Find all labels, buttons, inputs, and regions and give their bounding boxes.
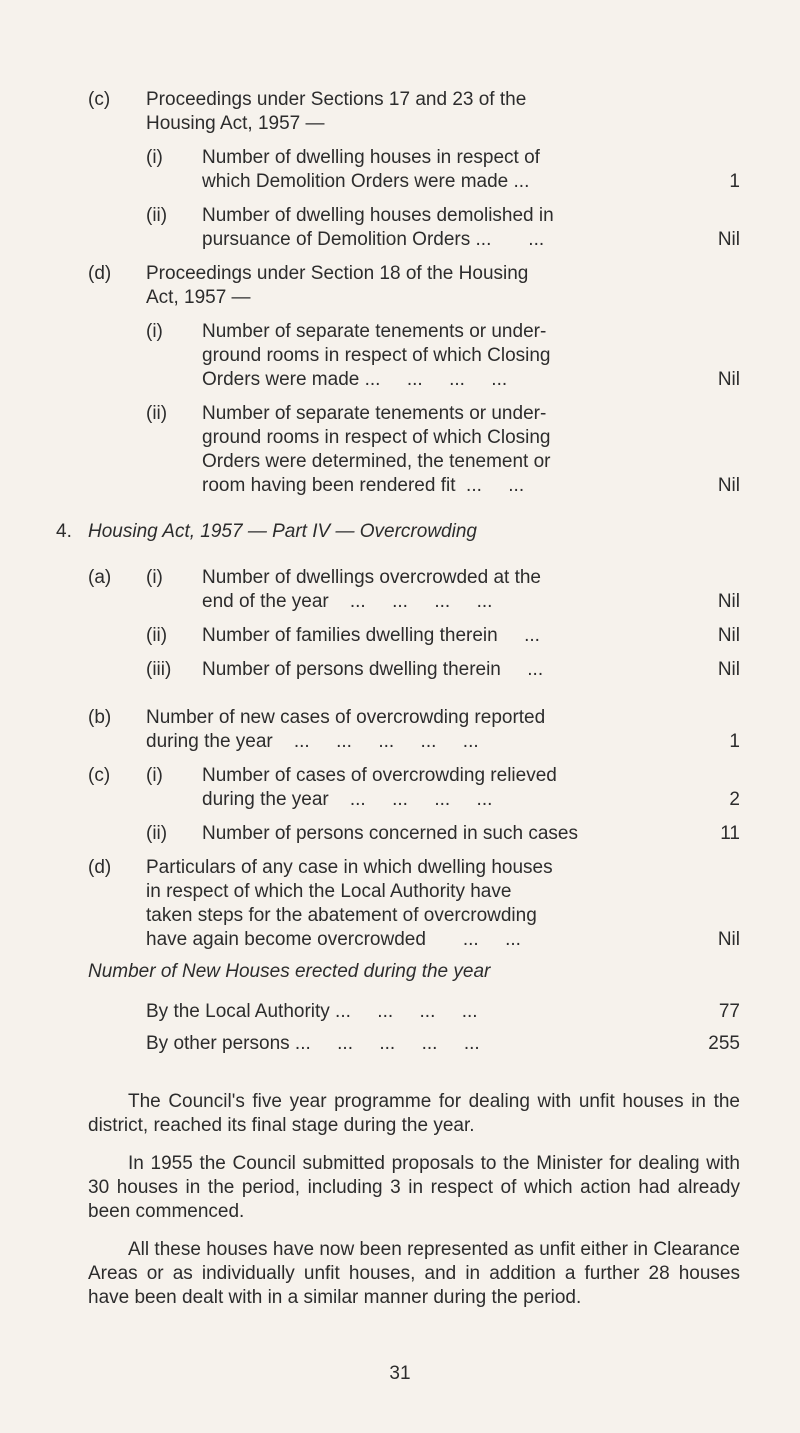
section-4c-ii-label: (ii) <box>146 823 168 844</box>
section-4a-i-line-2: end of the year ... ... ... ... <box>202 591 493 612</box>
section-d-ii-line-1: Number of separate tenements or under- <box>202 403 547 424</box>
section-4-title: Housing Act, 1957 — Part IV — Overcrowding <box>88 521 477 542</box>
section-4a-ii-line-1: Number of families dwelling therein ... <box>202 625 540 646</box>
section-4a-i-line-1: Number of dwellings overcrowded at the <box>202 567 542 588</box>
section-c-i-label: (i) <box>146 147 163 168</box>
section-d-ii-line-4: room having been rendered fit ... ... <box>202 475 525 496</box>
section-4a-iii-value: Nil <box>717 659 740 680</box>
section-4d-line-3: taken steps for the abatement of overcrowding <box>146 905 537 926</box>
new-houses-value-other-persons: 255 <box>708 1033 740 1054</box>
new-houses-row-local-authority: By the Local Authority ... ... ... ... <box>146 1001 478 1022</box>
section-4c-i-value: 2 <box>729 789 740 810</box>
section-4a-i-value: Nil <box>717 591 740 612</box>
section-c-ii-label: (ii) <box>146 205 168 226</box>
section-d-i-line-3: Orders were made ... ... ... ... <box>202 369 508 390</box>
paragraph-proposals <box>88 1152 740 1224</box>
section-4d-line-1: Particulars of any case in which dwelling houses <box>146 857 553 878</box>
section-4b-line-2: during the year ... ... ... ... ... <box>146 731 479 752</box>
page-number: 31 <box>389 1363 411 1384</box>
section-4a-i-label: (i) <box>146 567 163 588</box>
section-4c-label: (c) <box>88 765 111 786</box>
section-d-label: (d) <box>88 263 112 284</box>
new-houses-value-local-authority: 77 <box>718 1001 740 1022</box>
section-d-i-label: (i) <box>146 321 163 342</box>
section-4b-label: (b) <box>88 707 112 728</box>
section-4a-ii-label: (ii) <box>146 625 168 646</box>
section-c-ii-value: Nil <box>717 229 740 250</box>
section-c-i-line-2: which Demolition Orders were made ... <box>202 171 530 192</box>
paragraph-programme-text: The Council's five year programme for dealing with unfit houses in the district, reached its final stage during the year. <box>88 1091 740 1136</box>
section-d-ii-line-3: Orders were determined, the tenement or <box>202 451 551 472</box>
section-4d-value: Nil <box>717 929 740 950</box>
section-c-i-value: 1 <box>729 171 740 192</box>
section-4b-line-1: Number of new cases of overcrowding reported <box>146 707 546 728</box>
section-d-ii-line-2: ground rooms in respect of which Closing <box>202 427 551 448</box>
section-d-ii-label: (ii) <box>146 403 168 424</box>
section-4c-ii-line-1: Number of persons concerned in such cases <box>202 823 578 844</box>
section-c-heading-line-2: Housing Act, 1957 — <box>146 113 325 134</box>
paragraph-represented-text: All these houses have now been represented as unfit either in Clearance Areas or as individually unfit houses, and in addition a further 28 houses have been dealt with in a similar manner during the period. <box>88 1239 740 1308</box>
section-4c-i-label: (i) <box>146 765 163 786</box>
section-d-heading-line-1: Proceedings under Section 18 of the Housing <box>146 263 529 284</box>
section-c-i-line-1: Number of dwelling houses in respect of <box>202 147 540 168</box>
section-4a-ii-value: Nil <box>717 625 740 646</box>
section-d-i-value: Nil <box>717 369 740 390</box>
section-4a-iii-line-1: Number of persons dwelling therein ... <box>202 659 544 680</box>
new-houses-row-other-persons: By other persons ... ... ... ... ... <box>146 1033 480 1054</box>
section-d-i-line-1: Number of separate tenements or under- <box>202 321 547 342</box>
new-houses-title: Number of New Houses erected during the year <box>88 961 491 982</box>
section-4b-value: 1 <box>729 731 740 752</box>
paragraph-programme <box>88 1090 740 1138</box>
section-4c-i-line-1: Number of cases of overcrowding relieved <box>202 765 557 786</box>
section-4-number: 4. <box>56 521 72 542</box>
section-4c-ii-value: 11 <box>720 823 740 844</box>
paragraph-proposals-text: In 1955 the Council submitted proposals to the Minister for dealing with 30 houses in the period, including 3 in respect of which action had already been commenced. <box>88 1153 740 1222</box>
section-d-i-line-2: ground rooms in respect of which Closing <box>202 345 551 366</box>
section-c-label: (c) <box>88 89 111 110</box>
section-4c-i-line-2: during the year ... ... ... ... <box>202 789 493 810</box>
section-4d-line-4: have again become overcrowded ... ... <box>146 929 521 950</box>
section-4d-label: (d) <box>88 857 112 878</box>
section-4a-iii-label: (iii) <box>146 659 172 680</box>
section-4d-line-2: in respect of which the Local Authority have <box>146 881 512 902</box>
paragraph-represented <box>88 1238 740 1310</box>
section-4a-label: (a) <box>88 567 112 588</box>
section-d-heading-line-2: Act, 1957 — <box>146 287 251 308</box>
section-c-heading-line-1: Proceedings under Sections 17 and 23 of the <box>146 89 527 110</box>
section-c-ii-line-2: pursuance of Demolition Orders ... ... <box>202 229 545 250</box>
section-c-ii-line-1: Number of dwelling houses demolished in <box>202 205 554 226</box>
section-d-ii-value: Nil <box>717 475 740 496</box>
